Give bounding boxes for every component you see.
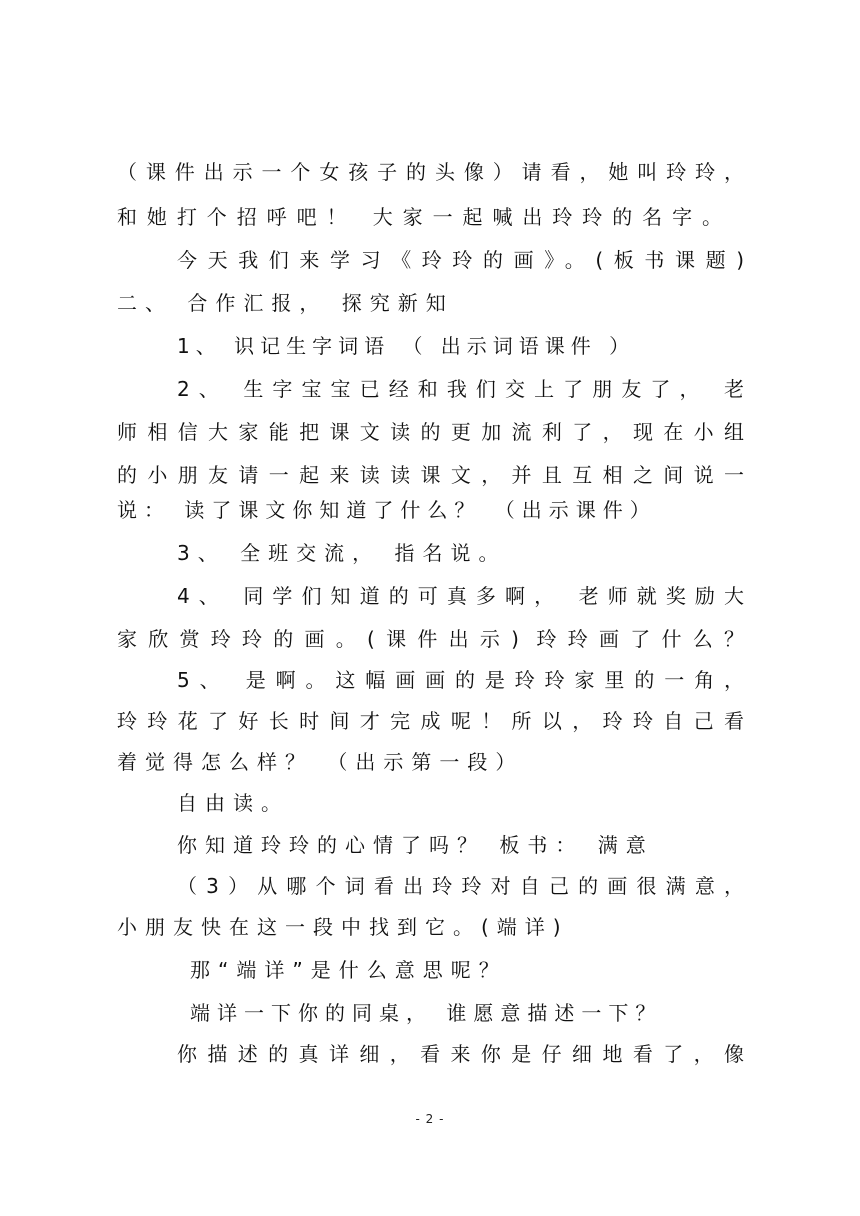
page-number: - 2 - (415, 1112, 445, 1126)
section-heading: 二、 合作汇报， 探究新知 (117, 291, 454, 315)
text-line: 家欣赏玲玲的画。(课件出示) 玲玲画了什么？ (117, 627, 744, 651)
text-line: 2、 生字宝宝已经和我们交上了朋友了， 老 (177, 377, 744, 401)
text-line: 师相信大家能把课文读的更加流利了，现在小组 (117, 420, 744, 444)
text-line: 的小朋友请一起来读读课文，并且互相之间说一 (117, 463, 744, 487)
text-line: 4、 同学们知道的可真多啊， 老师就奖励大 (177, 584, 744, 608)
text-line: 着觉得怎么样？ （出示第一段） (117, 750, 524, 774)
text-line: （课件出示一个女孩子的头像）请看，她叫玲玲， (117, 160, 744, 184)
text-line: 今天我们来学习《玲玲的画》。(板书课题) (177, 248, 744, 272)
text-line: 说： 读了课文你知道了什么？ （出示课件） (117, 498, 657, 522)
text-line: 那“端详”是什么意思呢？ (190, 958, 507, 982)
text-line: 自由读。 (177, 791, 289, 815)
text-line: 你描述的真详细，看来你是仔细地看了，像 (177, 1042, 744, 1066)
text-line: 玲玲花了好长时间才完成呢！所以，玲玲自己看 (117, 709, 744, 733)
text-line: 小朋友快在这一段中找到它。(端详) (117, 915, 569, 939)
text-line: 端详一下你的同桌， 谁愿意描述一下？ (190, 1001, 663, 1025)
text-line: （3）从哪个词看出玲玲对自己的画很满意， (177, 874, 744, 898)
text-line: 你知道玲玲的心情了吗？ 板书： 满意 (177, 833, 654, 857)
text-line: 1、 识记生字词语 （ 出示词语课件 ） (177, 334, 636, 358)
text-line: 和她打个招呼吧！ 大家一起喊出玲玲的名字。 (117, 205, 722, 229)
text-line: 5、 是啊。这幅画画的是玲玲家里的一角， (177, 668, 744, 692)
text-line: 3、 全班交流， 指名说。 (177, 541, 507, 565)
